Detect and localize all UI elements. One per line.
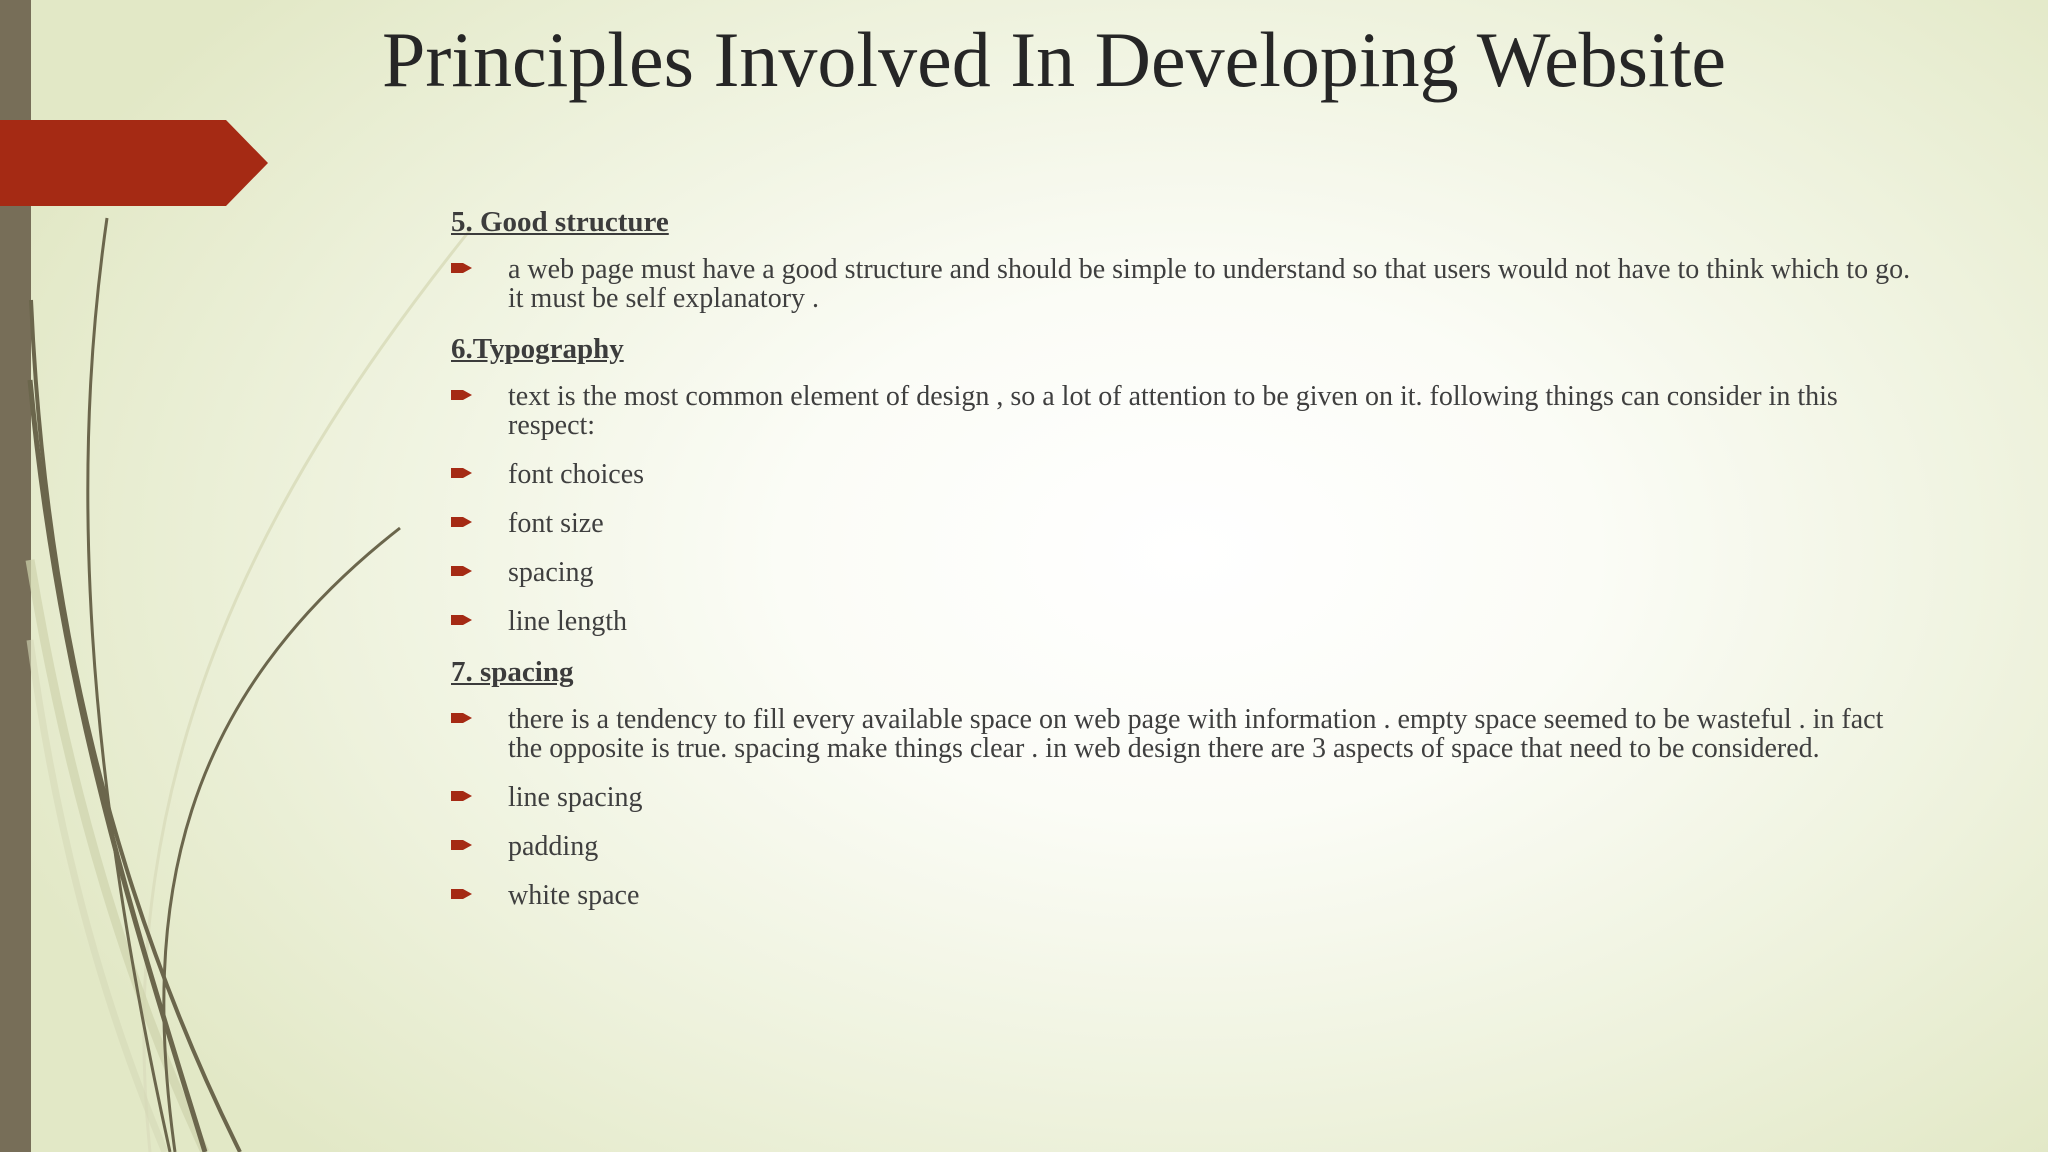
slide-body [451,206,1911,930]
list-item-text: padding [508,831,599,862]
list-item-text: text is the most common element of design , so a lot of attention to be given on it. following things can consider in this respect: [508,381,1838,441]
list-item-text: line spacing [508,782,643,813]
list-item [451,558,1911,587]
list-item [451,382,1911,440]
list-item-text: a web page must have a good structure and should be simple to understand so that users would not have to think which to go. it must be self explanatory . [508,254,1911,314]
section-heading: 7. spacing [451,656,574,688]
arrow-bullet-icon [451,886,473,902]
arrow-bullet-icon [451,710,473,726]
slide-title: Principles Involved In Developing Website [381,16,1726,103]
arrow-bullet-icon [451,612,473,628]
list-item [451,832,1911,861]
list-item-text: font choices [508,459,645,490]
arrow-bullet-icon [451,514,473,530]
section-typography [451,333,1911,636]
section-heading: 5. Good structure [451,206,669,238]
section-spacing [451,656,1911,910]
list-item [451,881,1911,910]
arrow-bullet-icon [451,788,473,804]
list-item-text: white space [508,880,640,911]
list-item [451,705,1911,763]
list-item-text: there is a tendency to fill every available space on web page with information . empty space seemed to be wasteful . in fact the opposite is true. spacing make things clear . in web design there are 3 aspects of space that need to be considered. [508,704,1884,764]
list-item [451,460,1911,489]
list-item-text: font size [508,508,604,539]
arrow-bullet-icon [451,563,473,579]
list-item-text: line length [508,606,627,637]
section-good-structure [451,206,1911,313]
list-item [451,783,1911,812]
list-item [451,509,1911,538]
list-item [451,255,1911,313]
section-heading: 6.Typography [451,333,624,365]
arrow-bullet-icon [451,465,473,481]
pentagon-arrow-shape [0,120,270,206]
arrow-bullet-icon [451,837,473,853]
list-item-text: spacing [508,557,594,588]
arrow-bullet-icon [451,260,473,276]
arrow-bullet-icon [451,387,473,403]
list-item [451,607,1911,636]
